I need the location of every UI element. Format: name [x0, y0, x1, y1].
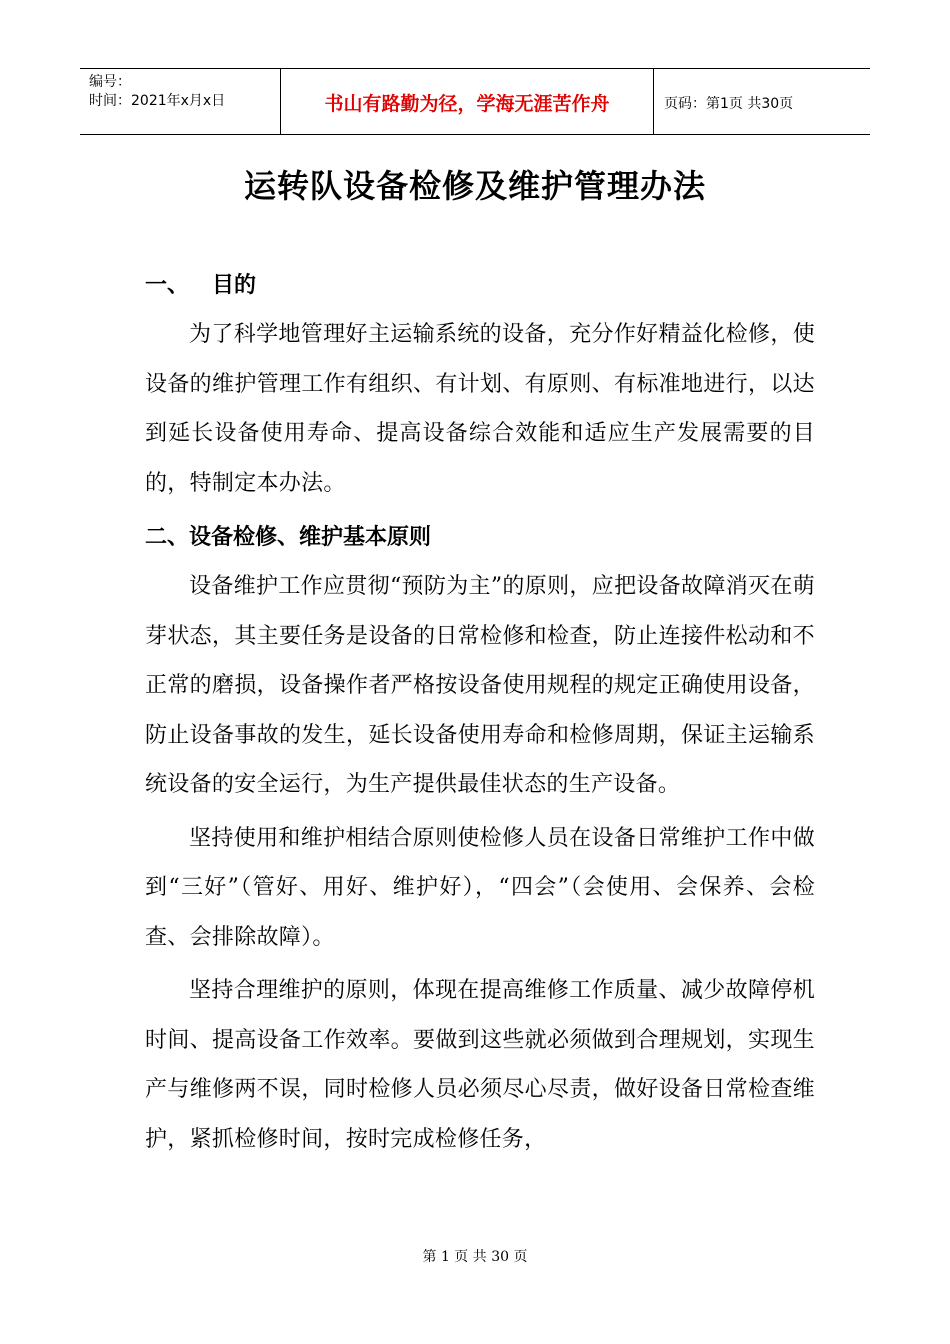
section-heading-principles: 二、设备检修、维护基本原则 — [145, 525, 432, 550]
document-title: 运转队设备检修及维护管理办法 — [243, 167, 706, 205]
motto-text: 书山有路勤为径，学海无涯苦作舟 — [324, 93, 610, 115]
paragraph: 为了科学地管理好主运输系统的设备，充分作好精益化检修，使设备的维护管理工作有组织、有计划、有原则、有标准地进行，以达到延长设备使用寿命、提高设备综合效能和适应生产发展需要的目的，特制定本办法。 — [145, 322, 815, 496]
serial-number-label: 编号： — [89, 74, 131, 90]
section-heading-purpose: 一、 目的 — [145, 273, 256, 298]
header-meta-cell — [80, 69, 281, 134]
header-table — [80, 68, 870, 135]
document-body — [145, 262, 815, 1164]
paragraph: 坚持合理维护的原则，体现在提高维修工作质量、减少故障停机时间、提高设备工作效率。要做到这些就必须做到合理规划，实现生产与维修两不误，同时检修人员必须尽心尽责，做好设备日常检查维护，紧抓检修时间，按时完成检修任务， — [145, 978, 815, 1152]
page-info: 页码：第1页 共30页 — [664, 95, 794, 112]
header-motto-cell — [281, 69, 654, 134]
paragraph: 设备维护工作应贯彻“预防为主”的原则，应把设备故障消灭在萌芽状态，其主要任务是设备的日常检修和检查，防止连接件松动和不正常的磨损，设备操作者严格按设备使用规程的规定正确使用设备，防止设备事故的发生，延长设备使用寿命和检修周期，保证主运输系统设备的安全运行，为生产提供最佳状态的生产设备。 — [145, 574, 815, 797]
header-page-cell — [654, 69, 870, 134]
paragraph: 坚持使用和维护相结合原则使检修人员在设备日常维护工作中做到“三好”（管好、用好、维护好），“四会”（会使用、会保养、会检查、会排除故障）。 — [145, 825, 815, 950]
date-line: 时间：2021年x月x日 — [89, 93, 226, 109]
page-footer: 第 1 页 共 30 页 — [422, 1249, 528, 1265]
